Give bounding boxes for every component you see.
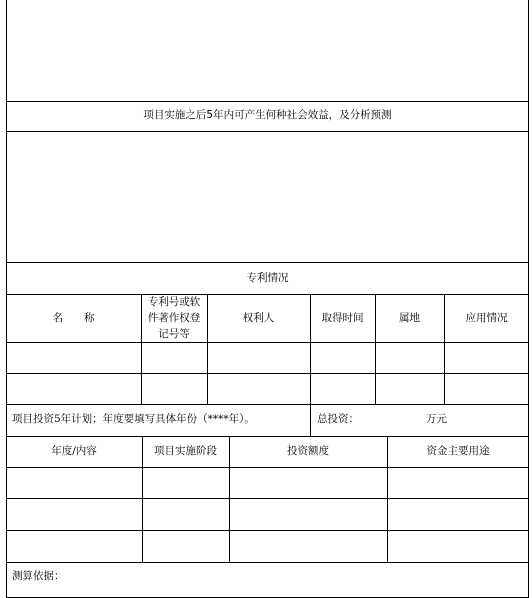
table-row <box>6 562 529 563</box>
patent-heading: 专利情况 <box>246 272 289 284</box>
total-investment-label: 总投资： <box>317 413 359 425</box>
col-divider <box>444 294 445 404</box>
investment-header-usage: 资金主要用途 <box>426 445 490 457</box>
table-row <box>6 467 529 468</box>
calculation-basis-label: 测算依据： <box>12 570 65 582</box>
patent-header-owner: 权利人 <box>242 312 275 324</box>
table-row <box>6 404 529 405</box>
table-row <box>6 342 529 343</box>
investment-header-stage: 项目实施阶段 <box>154 445 217 457</box>
patent-header-name: 名 称 <box>52 312 95 324</box>
table-row <box>6 373 529 374</box>
row-divider <box>6 101 529 102</box>
patent-header-date: 取得时间 <box>321 312 364 324</box>
form-table <box>6 0 529 598</box>
social-benefit-heading: 项目实施之后5年内可产生何种社会效益，及分析预测 <box>143 109 392 121</box>
row-divider <box>6 436 529 437</box>
col-divider <box>310 294 311 404</box>
col-divider <box>310 404 311 436</box>
col-divider <box>375 294 376 404</box>
patent-header-reg-no-line1: 专利号或软 <box>147 296 201 308</box>
row-divider <box>6 294 529 295</box>
total-investment-unit: 万元 <box>426 413 447 425</box>
patent-header-location: 属地 <box>399 312 420 324</box>
patent-header-reg-no-line3: 记号等 <box>158 328 190 340</box>
table-row <box>6 530 529 531</box>
patent-header-reg-no-line2: 件著作权登 <box>147 312 201 324</box>
col-divider <box>141 294 142 404</box>
investment-header-year: 年度/内容 <box>51 445 97 457</box>
col-divider <box>207 294 208 404</box>
investment-header-amount: 投资额度 <box>287 445 329 457</box>
investment-plan-label: 项目投资5年计划；年度要填写具体年份（****年）。 <box>12 413 255 425</box>
table-row <box>6 498 529 499</box>
row-divider <box>6 262 529 263</box>
patent-header-usage: 应用情况 <box>465 312 508 324</box>
row-divider <box>6 131 529 132</box>
